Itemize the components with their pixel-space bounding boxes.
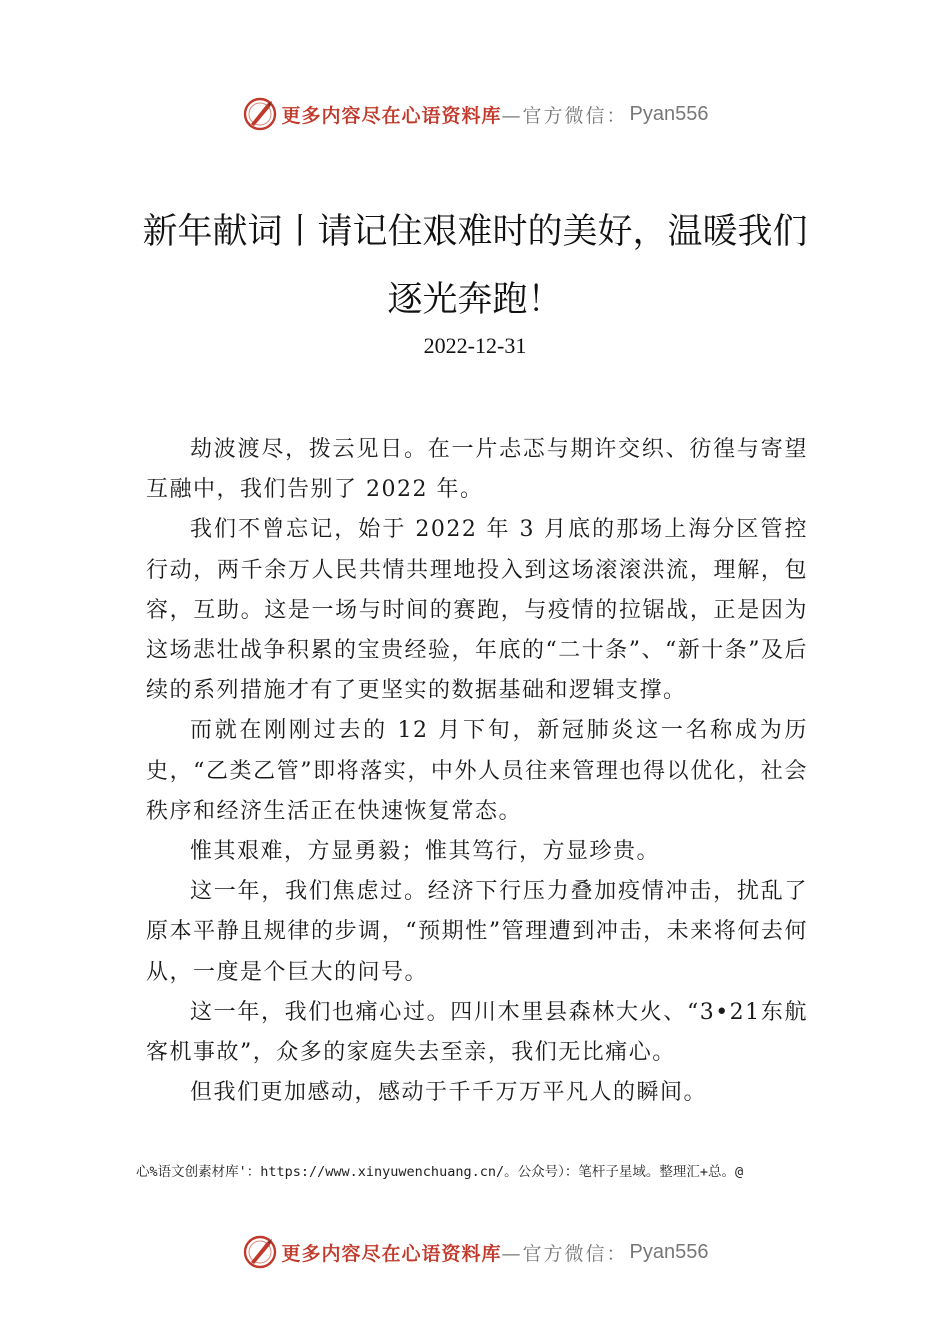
paragraph: 但我们更加感动，感动于千千万万平凡人的瞬间。 xyxy=(190,1080,708,1106)
site-name: 更多内容尽在心语资料库 xyxy=(281,104,502,127)
article-title: 新年献词丨请记住艰难时的美好，温暖我们逐光奔跑！ xyxy=(142,212,808,320)
paragraph: 而就在刚刚过去的 12 月下旬，新冠肺炎这一名称成为历史，“乙类乙管”即将落实，中外人员往来管理也得以优化，社会秩序和经济生活正在快速恢复常态。 xyxy=(146,718,808,824)
source-footnote: 心%语文创素材库'：https://www.xinyuwenchuang.cn/。公众号）：笔杆子星域。整理汇+总。@ xyxy=(136,1164,744,1180)
article-date: 2022-12-31 xyxy=(423,333,527,358)
wechat-label: —官方微信： xyxy=(501,104,628,127)
wechat-id: Pyan556 xyxy=(629,1240,709,1263)
paragraph: 我们不曾忘记，始于 2022 年 3 月底的那场上海分区管控行动，两千余万人民共情共理地投入到这场滚滚洪流，理解，包容，互助。这是一场与时间的赛跑，与疫情的拉锯战，正是因为这场悲壮战争积累的宝贵经验，年底的“二十条”、“新十条”及后续的系列措施才有了更坚实的数据基础和逻辑支撑。 xyxy=(146,517,808,704)
quill-pen-circle-icon xyxy=(242,1234,278,1270)
footer-banner xyxy=(0,1232,950,1272)
wechat-label: —官方微信： xyxy=(501,1242,628,1265)
paragraph: 这一年，我们焦虑过。经济下行压力叠加疫情冲击，扰乱了原本平静且规律的步调，“预期性”管理遭到冲击，未来将何去何从，一度是个巨大的问号。 xyxy=(146,879,808,985)
article-body xyxy=(146,430,808,1113)
paragraph: 惟其艰难，方显勇毅；惟其笃行，方显珍贵。 xyxy=(190,839,661,865)
site-name: 更多内容尽在心语资料库 xyxy=(281,1242,502,1265)
wechat-id: Pyan556 xyxy=(629,102,709,125)
header-banner xyxy=(0,94,950,134)
paragraph: 这一年，我们也痛心过。四川木里县森林大火、“3•21东航客机事故”，众多的家庭失去至亲，我们无比痛心。 xyxy=(146,999,808,1066)
paragraph: 劫波渡尽，拨云见日。在一片忐忑与期许交织、彷徨与寄望互融中，我们告别了 2022 年。 xyxy=(146,437,808,503)
quill-pen-circle-icon xyxy=(242,96,278,132)
